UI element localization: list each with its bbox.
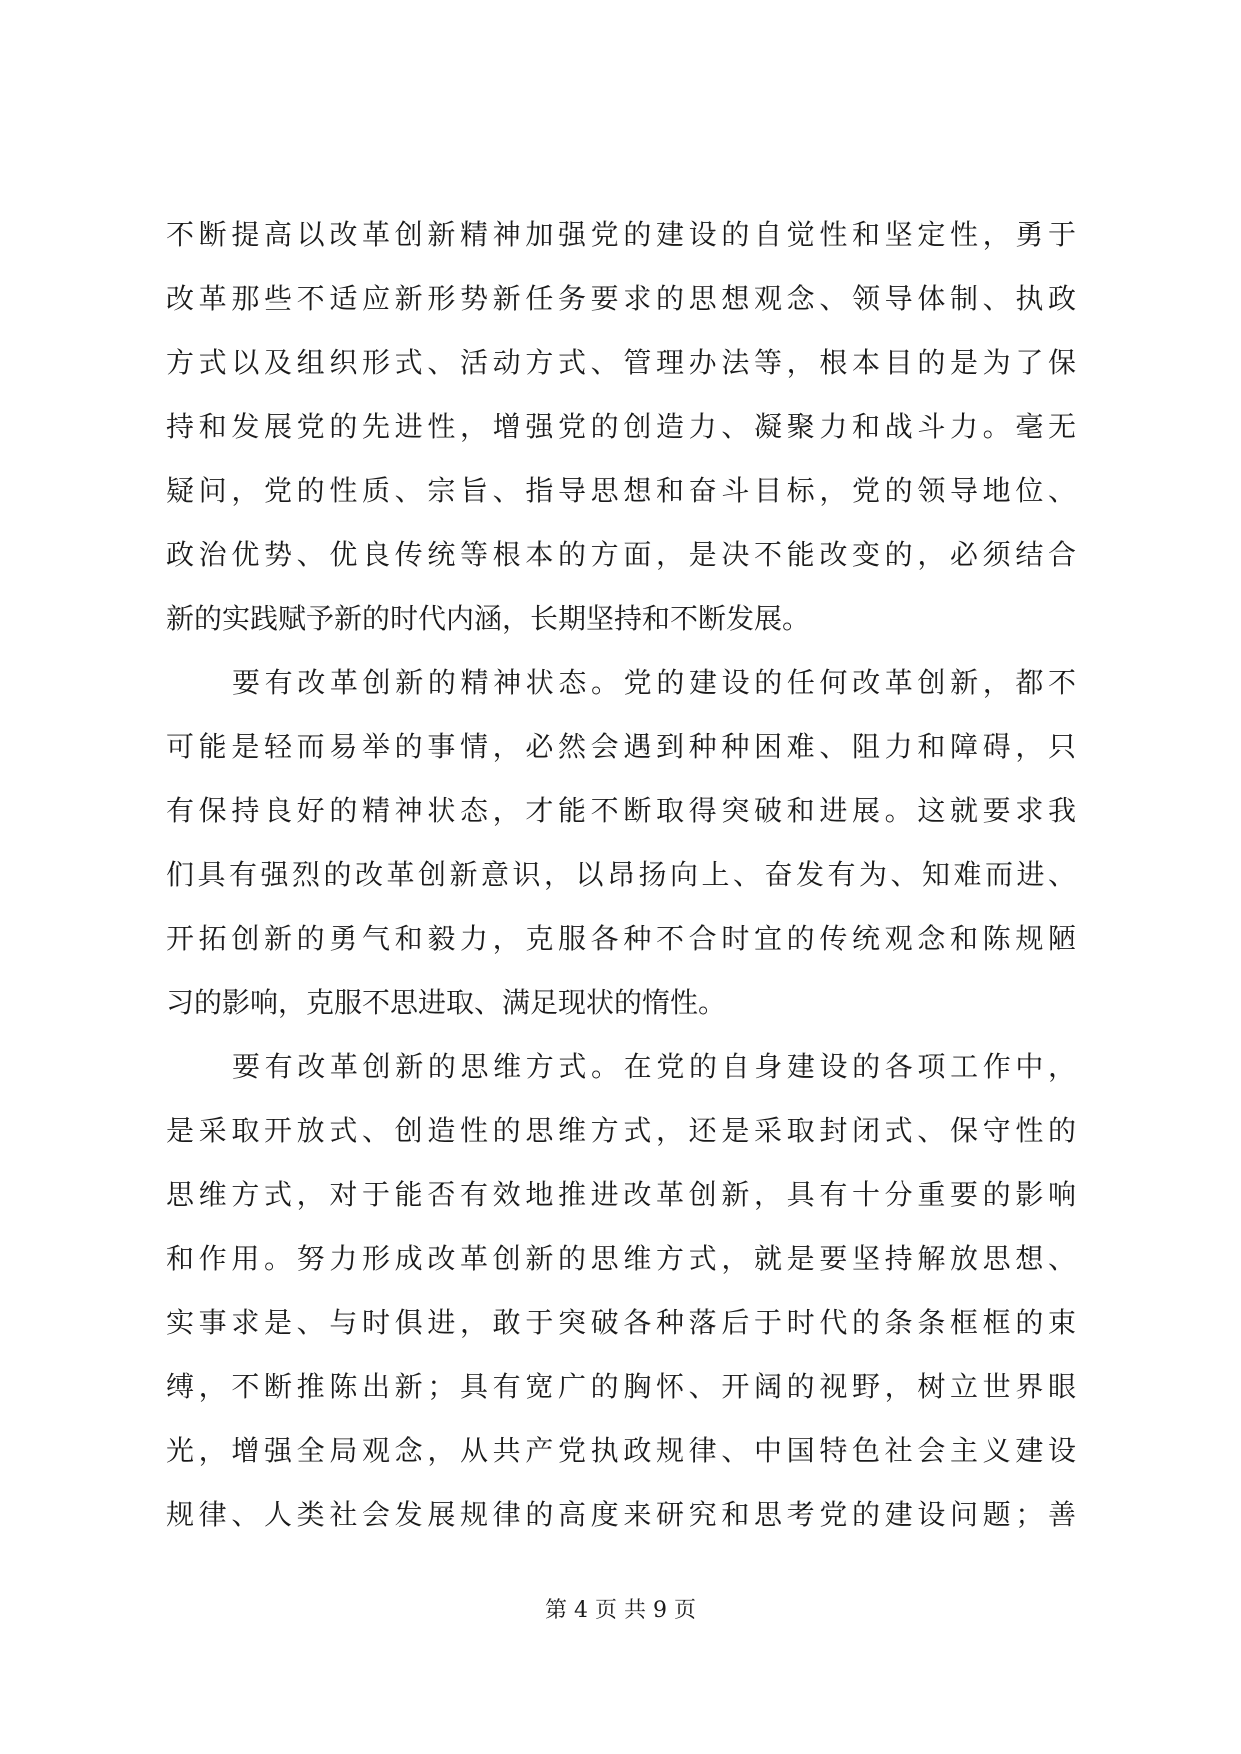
text-line: 不断提高以改革创新精神加强党的建设的自觉性和坚定性，勇于 — [166, 218, 1076, 251]
text-line: 政治优势、优良传统等根本的方面，是决不能改变的，必须结合 — [166, 538, 1076, 571]
text-line: 实事求是、与时俱进，敢于突破各种落后于时代的条条框框的束 — [166, 1306, 1076, 1339]
text-line: 规律、人类社会发展规律的高度来研究和思考党的建设问题；善 — [166, 1498, 1076, 1531]
text-line: 习的影响，克服不思进取、满足现状的惰性。 — [166, 986, 727, 1019]
document-body — [166, 203, 1076, 1547]
paragraph — [166, 651, 1076, 1035]
text-line: 方式以及组织形式、活动方式、管理办法等，根本目的是为了保 — [166, 346, 1076, 379]
text-line: 思维方式，对于能否有效地推进改革创新，具有十分重要的影响 — [166, 1178, 1076, 1211]
text-line: 缚，不断推陈出新；具有宽广的胸怀、开阔的视野，树立世界眼 — [166, 1370, 1076, 1403]
text-line: 要有改革创新的思维方式。在党的自身建设的各项工作中， — [232, 1050, 1076, 1083]
text-line: 和作用。努力形成改革创新的思维方式，就是要坚持解放思想、 — [166, 1242, 1076, 1275]
text-line: 可能是轻而易举的事情，必然会遇到种种困难、阻力和障碍，只 — [166, 730, 1076, 763]
text-line: 是采取开放式、创造性的思维方式，还是采取封闭式、保守性的 — [166, 1114, 1076, 1147]
paragraph — [166, 1035, 1076, 1547]
text-line: 持和发展党的先进性，增强党的创造力、凝聚力和战斗力。毫无 — [166, 410, 1076, 443]
text-line: 改革那些不适应新形势新任务要求的思想观念、领导体制、执政 — [166, 282, 1076, 315]
text-line: 光，增强全局观念，从共产党执政规律、中国特色社会主义建设 — [166, 1434, 1076, 1467]
text-line: 们具有强烈的改革创新意识，以昂扬向上、奋发有为、知难而进、 — [166, 858, 1076, 891]
text-line: 疑问，党的性质、宗旨、指导思想和奋斗目标，党的领导地位、 — [166, 474, 1076, 507]
text-line: 新的实践赋予新的时代内涵，长期坚持和不断发展。 — [166, 602, 811, 635]
text-line: 有保持良好的精神状态，才能不断取得突破和进展。这就要求我 — [166, 794, 1076, 827]
text-line: 要有改革创新的精神状态。党的建设的任何改革创新，都不 — [232, 666, 1076, 699]
page-number-footer: 第 4 页 共 9 页 — [545, 1598, 696, 1623]
text-line: 开拓创新的勇气和毅力，克服各种不合时宜的传统观念和陈规陋 — [166, 922, 1076, 955]
paragraph — [166, 203, 1076, 651]
